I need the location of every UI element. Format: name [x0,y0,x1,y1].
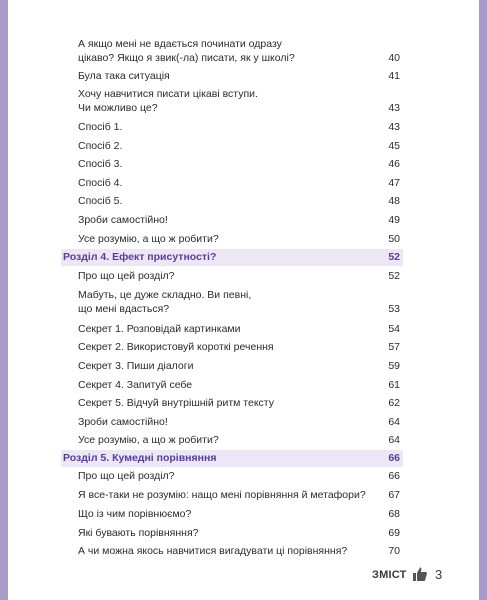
toc-entry-title-line: Що із чим порівнюємо? [78,508,192,520]
toc-entry-page: 49 [388,214,400,226]
toc-entry-title [78,195,368,209]
toc-entry-title [78,70,368,84]
footer-label: ЗМІСТ [372,569,407,581]
toc-entry-title-line: Секрет 3. Пиши діалоги [78,360,194,372]
toc-entry-title-line: Секрет 1. Розповідай картинками [78,323,241,335]
toc-entry-title [78,470,368,484]
toc-entry-page: 59 [388,360,400,372]
toc-entry-page: 40 [388,51,400,64]
toc-entry-title [78,233,368,247]
toc-entry-title [78,177,368,191]
toc-entry-title [78,434,368,448]
toc-entry-title [78,527,368,541]
toc-entry-title [78,289,368,316]
toc-entry-title [78,379,368,393]
toc-entry-page: 70 [388,545,400,557]
toc-entry-title-line: Секрет 4. Запитуй себе [78,379,193,391]
toc-entry-title [78,158,368,172]
toc-entry-title [78,508,368,522]
toc-entry-title-line: Хочу навчитися писати цікаві вступи. [78,88,258,100]
toc-entry-title-line: Усе розумію, а що ж робити? [78,434,219,446]
toc-entry-title-line: Спосіб 5. [78,195,123,207]
toc-entry-page: 66 [388,470,400,482]
thumbs-up-icon [412,566,428,582]
toc-entry-title-line: Була така ситуація [78,70,170,82]
toc-entry-title-line: Розділ 4. Ефект присутності? [63,251,217,263]
toc-entry-title [78,214,368,228]
toc-entry-title [78,270,368,284]
toc-entry-page: 52 [388,270,400,282]
toc-entry-title [78,397,368,411]
toc-entry-title [78,140,368,154]
toc-entry-page: 45 [388,140,400,152]
toc-entry-page: 66 [388,452,400,464]
toc-entry-title-line: Секрет 5. Відчуй внутрішній ритм тексту [78,397,274,409]
toc-entry-title-line: Спосіб 4. [78,177,123,189]
toc-entry-page: 43 [388,101,400,114]
toc-entry-title [78,545,368,559]
toc-entry-title-line: Усе розумію, а що ж робити? [78,233,219,245]
toc-entry-title-line: Спосіб 2. [78,140,123,152]
toc-entry-page: 47 [388,177,400,189]
toc-entry-title-line: Зроби самостійно! [78,214,168,226]
toc-entry-page: 68 [388,508,400,520]
toc-entry-title-line: Зроби самостійно! [78,416,168,428]
toc-entry-page: 46 [388,158,400,170]
toc-entry-page: 67 [388,489,400,501]
toc-entry-page: 69 [388,527,400,539]
toc-entry-title [78,489,368,503]
toc-entry-title-line: Мабуть, це дуже складно. Ви певні, [78,289,252,301]
toc-entry-title-line: Про що цей розділ? [78,270,175,282]
toc-entry-title [63,452,323,466]
toc-entry-title-line: Спосіб 1. [78,121,123,133]
toc-entry-title-line: Розділ 5. Кумедні порівняння [63,452,217,464]
toc-entry-page: 57 [388,341,400,353]
toc-entry-title [78,121,368,135]
toc-entry-title-line: Спосіб 3. [78,158,123,170]
page-number: 3 [435,567,443,582]
toc-entry-title-line: Про що цей розділ? [78,470,175,482]
toc-entry-page: 64 [388,416,400,428]
toc-entry-page: 64 [388,434,400,446]
toc-entry-title-line: Секрет 2. Використовуй короткі речення [78,341,274,353]
toc-entry-title-line: Я все-таки не розумію: нащо мені порівняння й метафори? [78,489,366,501]
toc-entry-title-line: що мені вдасться? [78,302,170,315]
toc-entry-page: 61 [388,379,400,391]
toc-entry-title [78,416,368,430]
toc-entry-page: 53 [388,302,400,315]
toc-entry-page: 41 [388,70,400,82]
toc-entry-page: 54 [388,323,400,335]
toc-entry-page: 43 [388,121,400,133]
toc-entry-page: 52 [388,251,400,263]
toc-entry-page: 50 [388,233,400,245]
toc-entry-title [78,323,368,337]
toc-entry-page: 62 [388,397,400,409]
toc-entry-title [78,341,368,355]
toc-entry-title [78,38,368,65]
toc-entry-title-line: Чи можливо це? [78,101,158,114]
toc-entry-title-line: А якщо мені не вдається починати одразу [78,38,282,50]
toc-entry-title [63,251,323,265]
toc-entry-title-line: А чи можна якось навчитися вигадувати ці порівняння? [78,545,348,557]
toc-entry-title [78,88,368,115]
toc-entry-title [78,360,368,374]
toc-entry-title-line: Які бувають порівняння? [78,527,199,539]
book-page [8,0,479,600]
toc-entry-page: 48 [388,195,400,207]
toc-entry-title-line: цікаво? Якщо я звик(-ла) писати, як у школі? [78,51,295,64]
